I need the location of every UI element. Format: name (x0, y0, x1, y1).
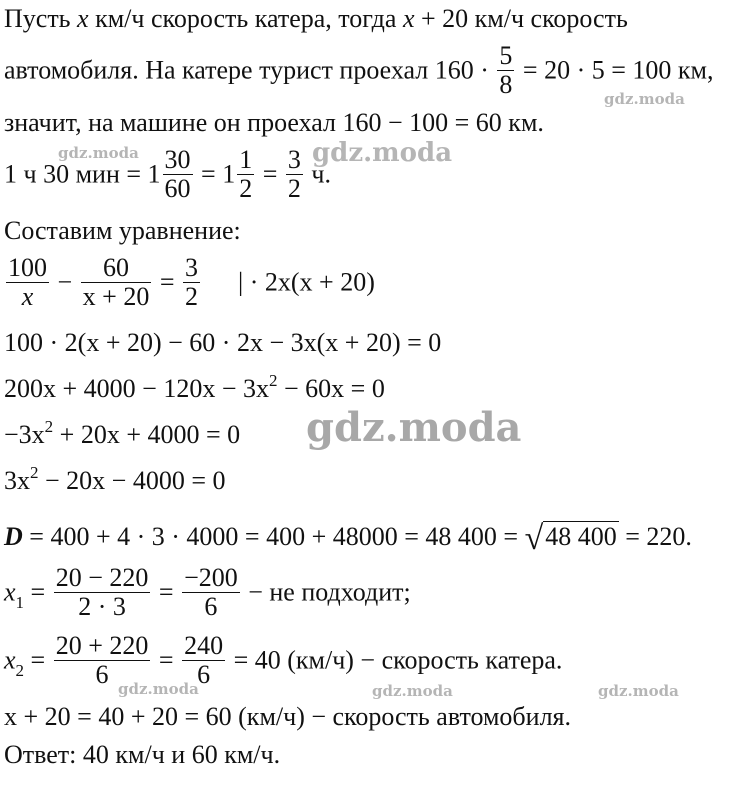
text-line-4 (4, 145, 331, 205)
text-fragment: 100 · 2(x + 20) − 60 · 2x − 3x(x + 20) = 0 (4, 328, 442, 357)
numerator: 240 (184, 631, 224, 660)
text-fragment: = 1 (194, 159, 236, 189)
text-line-12 (4, 563, 411, 623)
variable-x: x (4, 645, 16, 675)
exponent: 2 (30, 463, 39, 482)
numerator: 3 (185, 253, 199, 282)
numerator: 20 + 220 (55, 631, 149, 660)
denominator: 2 (185, 282, 199, 312)
text-fragment: + 20 км/ч скорость (414, 4, 628, 33)
subscript: 2 (15, 660, 25, 680)
watermark: gdz.moda (312, 138, 453, 168)
fraction-3-2 (183, 254, 200, 311)
denominator: 2 · 3 (78, 592, 126, 622)
text-fragment: значит, на машине он проехал 160 − 100 = 60 км. (4, 108, 544, 137)
text-line-7 (4, 330, 441, 356)
fraction-5-8 (497, 42, 514, 99)
text-fragment: − (51, 267, 79, 297)
fraction-30-60 (163, 146, 193, 203)
denominator: x + 20 (82, 282, 150, 312)
text-fragment: = (256, 159, 284, 189)
denominator: 2 (239, 174, 253, 204)
watermark: gdz.moda (306, 404, 522, 451)
multiplier-note: | · 2x(x + 20) (238, 267, 375, 297)
subscript: 1 (15, 592, 25, 612)
numerator: 100 (8, 253, 47, 282)
answer-line: Ответ: 40 км/ч и 60 км/ч. (4, 740, 281, 769)
numerator: 1 (239, 145, 253, 174)
text-line-5 (4, 218, 241, 244)
numerator: 5 (499, 41, 513, 70)
watermark: gdz.moda (118, 680, 199, 698)
denominator: 2 (287, 174, 301, 204)
denominator: x (21, 282, 34, 312)
fraction-60-x-plus-20 (81, 254, 152, 311)
text-line-6 (4, 253, 375, 313)
numerator: 30 (164, 145, 191, 174)
text-fragment: 3x (4, 466, 30, 495)
text-fragment: = (24, 577, 52, 607)
text-fragment: 1 ч 30 мин = 1 (4, 159, 161, 189)
text-fragment: = 220. (618, 522, 692, 551)
denominator: 6 (95, 660, 109, 690)
radical-sign-icon: √ (524, 520, 544, 557)
variable-x: x (4, 577, 16, 607)
denominator: 6 (197, 660, 211, 690)
watermark: gdz.moda (598, 682, 679, 700)
text-fragment: = (153, 267, 182, 297)
numerator: 20 − 220 (55, 563, 149, 592)
text-fragment: − 60x = 0 (277, 374, 385, 403)
exponent: 2 (269, 371, 278, 390)
text-fragment: − 20x − 4000 = 0 (38, 466, 226, 495)
text-fragment: = (24, 645, 52, 675)
discriminant-symbol: D (4, 522, 23, 551)
text-line-15 (4, 742, 280, 768)
text-fragment: −3x (4, 420, 45, 449)
text-fragment: км/ч скорость катера, тогда (88, 4, 403, 33)
text-line-10 (4, 463, 226, 495)
text-fragment: + 20x + 4000 = 0 (53, 420, 241, 449)
text-fragment: Составим уравнение: (4, 216, 241, 245)
square-root (524, 518, 619, 557)
fraction-x1-numerator (54, 564, 151, 621)
text-line-14 (4, 704, 571, 730)
denominator: 60 (164, 174, 191, 204)
text-fragment: 200x + 4000 − 120x − 3x (4, 374, 269, 403)
text-line-9 (4, 417, 241, 449)
denominator: 8 (499, 70, 513, 100)
text-line-8 (4, 371, 385, 403)
text-fragment: = (152, 577, 181, 607)
text-fragment: ч. (304, 159, 331, 189)
radicand: 48 400 (545, 522, 617, 551)
text-line-13 (4, 631, 563, 691)
text-fragment: = 40 (км/ч) − скорость катера. (227, 645, 563, 675)
text-line-3 (4, 110, 544, 136)
text-fragment: − не подходит; (241, 577, 411, 607)
numerator: 3 (287, 145, 301, 174)
text-line-1 (4, 6, 628, 32)
variable-x: x (402, 4, 415, 33)
text-fragment: = 400 + 4 · 3 · 4000 = 400 + 48000 = 48 400 = (22, 522, 525, 551)
text-fragment: Пусть (4, 4, 78, 33)
fraction-100-x (6, 254, 49, 311)
text-fragment: x + 20 = 40 + 20 = 60 (км/ч) − скорость автомобиля. (4, 702, 571, 731)
text-line-11 (4, 518, 692, 557)
text-fragment: автомобиля. На катере турист проехал 160 · (4, 55, 496, 85)
text-fragment: = (152, 645, 181, 675)
watermark: gdz.moda (58, 144, 139, 162)
variable-x: x (77, 4, 89, 33)
exponent: 2 (44, 417, 54, 436)
fraction-minus200-6 (182, 564, 240, 621)
fraction-3-2 (286, 146, 303, 203)
numerator: 60 (81, 254, 152, 283)
text-fragment: = 20 · 5 = 100 км, (516, 55, 714, 85)
denominator: 6 (204, 592, 218, 622)
numerator: −200 (184, 563, 238, 592)
watermark: gdz.moda (372, 682, 453, 700)
fraction-1-2 (237, 146, 254, 203)
watermark: gdz.moda (604, 90, 685, 108)
